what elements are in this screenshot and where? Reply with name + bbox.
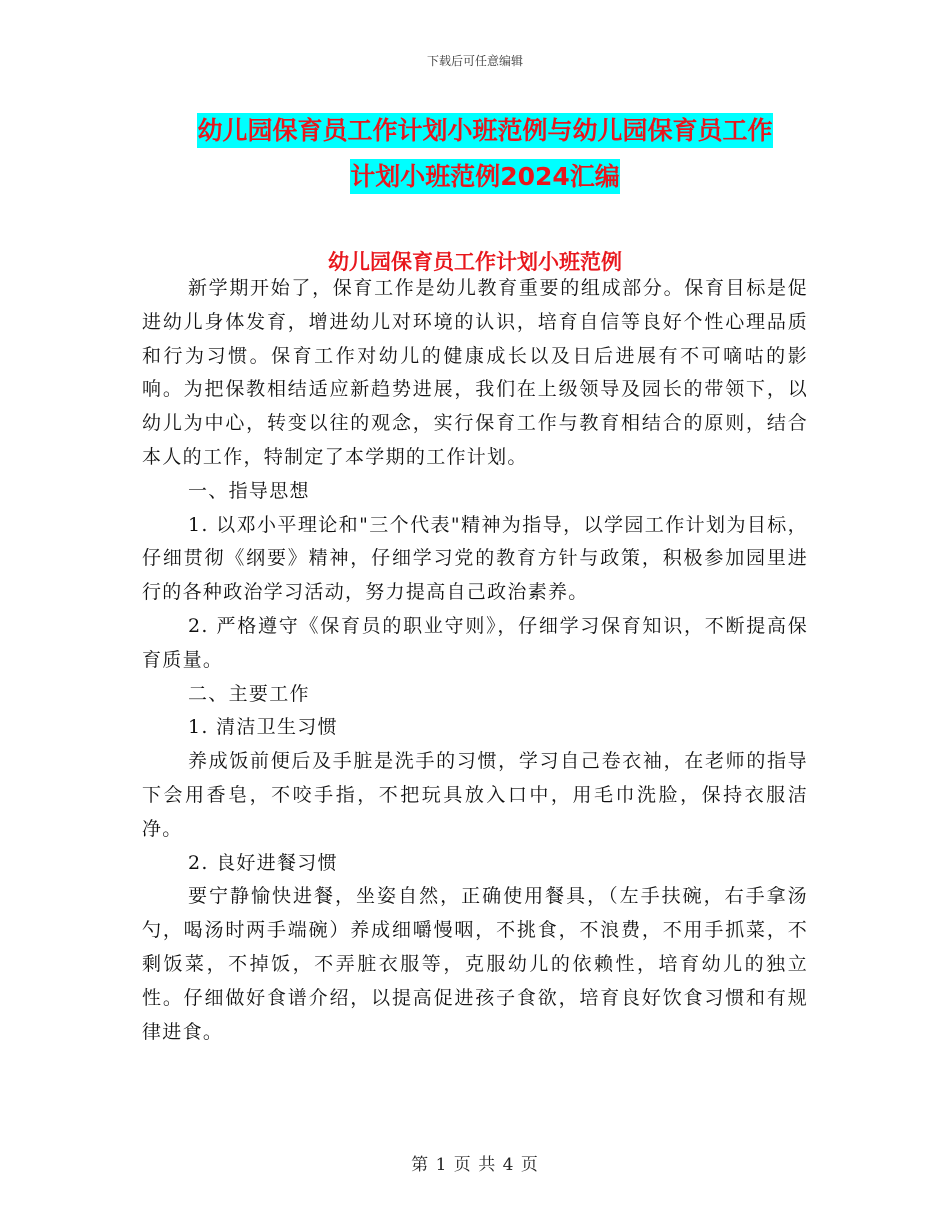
document-title bbox=[150, 108, 820, 200]
paragraph-eating-habits: 要宁静愉快进餐，坐姿自然，正确使用餐具，（左手扶碗，右手拿汤勺，喝汤时两手端碗）养成细嚼慢咽，不挑食，不浪费，不用手抓菜，不剩饭菜，不掉饭，不弄脏衣服等，克服幼儿的依赖性，培育幼儿的独立性。仔细做好食谱介绍，以提高促进孩子食欲，培育良好饮食习惯和有规律进食。 bbox=[142, 885, 808, 1043]
paragraph-hygiene-habits: 养成饭前便后及手脏是洗手的习惯，学习自己卷衣袖，在老师的指导下会用香皂，不咬手指，不把玩具放入口中，用毛巾洗脸，保持衣服洁净。 bbox=[142, 750, 808, 840]
document-title-line-2: 计划小班范例2024汇编 bbox=[350, 159, 620, 194]
heading-guiding-thought: 一、指导思想 bbox=[188, 479, 310, 502]
subheading-eating-habits: 2. 良好进餐习惯 bbox=[188, 851, 338, 874]
document-title-line-1: 幼儿园保育员工作计划小班范例与幼儿园保育员工作 bbox=[197, 113, 772, 148]
paragraph-intro: 新学期开始了，保育工作是幼儿教育重要的组成部分。保育目标是促进幼儿身体发育，增进幼儿对环境的认识，培育自信等良好个性心理品质和行为习惯。保育工作对幼儿的健康成长以及日后进展有不可嘀咕的影响。为把保教相结适应新趋势进展，我们在上级领导及园长的带领下，以幼儿为中心，转变以往的观念，实行保育工作与教育相结合的原则，结合本人的工作，特制定了本学期的工作计划。 bbox=[142, 277, 808, 468]
paragraph-guiding-item-2: 2. 严格遵守《保育员的职业守则》，仔细学习保育知识，不断提高保育质量。 bbox=[142, 614, 808, 671]
subheading-hygiene-habits: 1. 清洁卫生习惯 bbox=[188, 716, 338, 739]
heading-main-work: 二、主要工作 bbox=[188, 682, 310, 705]
page-number: 第 1 页 共 4 页 bbox=[411, 1155, 539, 1175]
page-header-note: 下载后可任意编辑 bbox=[426, 54, 523, 68]
document-body bbox=[142, 272, 808, 1049]
section-title: 幼儿园保育员工作计划小班范例 bbox=[328, 250, 622, 274]
paragraph-guiding-item-1: 1. 以邓小平理论和"三个代表"精神为指导，以学园工作计划为目标，仔细贯彻《纲要》精神，仔细学习党的教育方针与政策，积极参加园里进行的各种政治学习活动，努力提高自己政治素养。 bbox=[142, 513, 808, 604]
